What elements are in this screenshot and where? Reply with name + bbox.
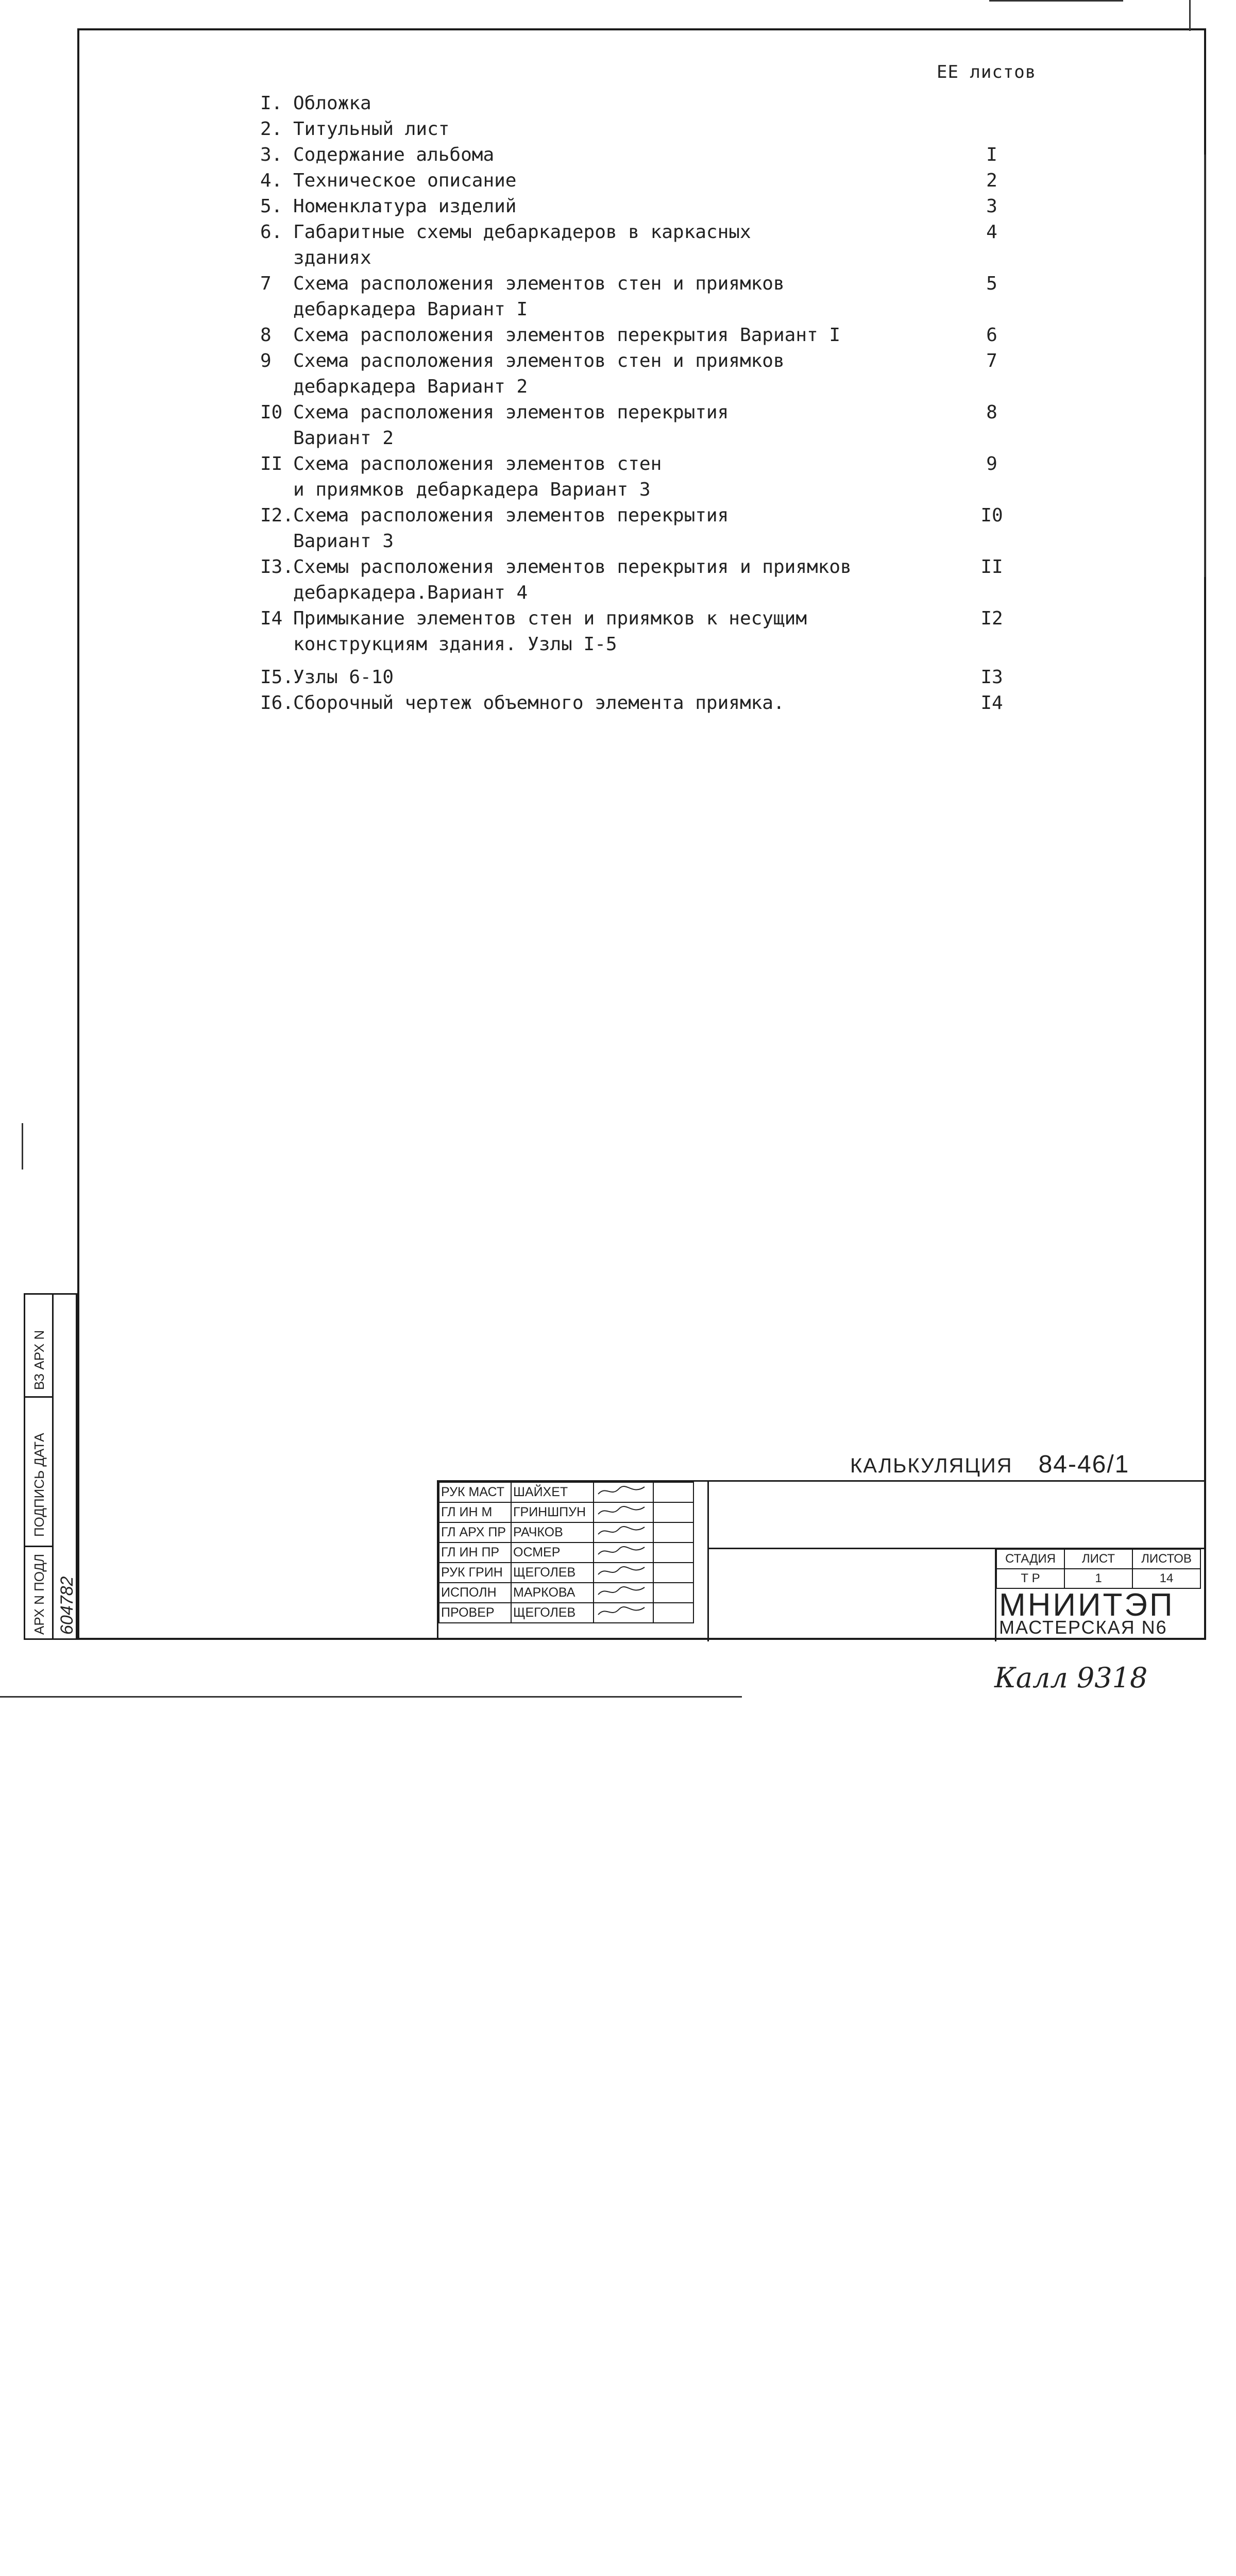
toc-title-line: Обложка (293, 93, 371, 114)
toc-number: I3. (260, 556, 294, 578)
handwritten-footer-note: Калл 9318 (994, 1662, 1148, 1694)
toc-number: 7 (260, 273, 272, 294)
toc-entry (260, 116, 1007, 142)
side-cell (25, 1547, 52, 1640)
toc-title (291, 168, 976, 194)
signer-role: ПРОВЕР (439, 1603, 511, 1623)
stage-header: СТАДИЯ (996, 1549, 1064, 1569)
toc-title-line: Техническое описание (293, 170, 517, 191)
toc-number: II (260, 453, 283, 474)
toc-number: 3. (260, 144, 283, 165)
toc-number: I2. (260, 505, 294, 526)
toc-title-line: Титульный лист (293, 118, 450, 140)
scan-mark (989, 0, 1123, 2)
toc-number: 5. (260, 196, 283, 217)
toc-title-line: дебаркадера Вариант 2 (293, 376, 528, 397)
signer-row (439, 1543, 693, 1563)
signer-date (653, 1543, 693, 1563)
toc-title-line: дебаркадера.Вариант 4 (293, 582, 528, 603)
toc-entry (260, 168, 1007, 194)
signer-date (653, 1522, 693, 1543)
side-stamp (24, 1293, 77, 1640)
toc-title-line: Номенклатура изделий (293, 196, 517, 217)
toc-page: 4 (986, 222, 997, 243)
scan-mark (0, 1696, 742, 1698)
toc-title (291, 606, 976, 657)
toc-entry (260, 400, 1007, 451)
toc-title-line: Примыкание элементов стен и приямков к несущим (293, 608, 807, 629)
toc-number: I. (260, 93, 283, 114)
toc-page: II (980, 556, 1003, 578)
toc-number: 6. (260, 222, 283, 243)
toc-title (291, 665, 976, 690)
toc-entry (260, 503, 1007, 554)
toc-number: 9 (260, 350, 272, 371)
stage-table (996, 1549, 1201, 1589)
sheets-value: 14 (1132, 1569, 1200, 1588)
sheet-value: 1 (1064, 1569, 1132, 1588)
toc-title-line: Габаритные схемы дебаркадеров в каркасных (293, 222, 751, 243)
signer-name: ГРИНШПУН (511, 1502, 594, 1522)
signer-date (653, 1482, 693, 1502)
toc-title-line: Вариант 2 (293, 428, 394, 449)
sheets-header: ЛИСТОВ (1132, 1549, 1200, 1569)
signer-date (653, 1563, 693, 1583)
signer-signature (594, 1543, 653, 1563)
toc-entry (260, 554, 1007, 606)
toc-number: 2. (260, 118, 283, 140)
scan-mark (1204, 155, 1206, 577)
side-label-arh-podl: АРХ N ПОДЛ (31, 1553, 47, 1635)
signature-scribble (596, 1583, 647, 1599)
toc-number: I5. (260, 667, 294, 688)
toc-entry (260, 348, 1007, 400)
side-label-vz-arh: ВЗ АРХ N (31, 1330, 47, 1390)
toc-title-line: Схема расположения элементов стен (293, 453, 662, 474)
toc-page: I2 (980, 608, 1003, 629)
toc-title (291, 348, 976, 400)
side-label-signature-date: ПОДПИСЬ ДАТА (31, 1433, 47, 1537)
toc-title (291, 271, 976, 323)
signature-table (438, 1482, 694, 1623)
toc-title (291, 142, 976, 168)
signer-row (439, 1583, 693, 1603)
title-block (437, 1480, 1206, 1640)
signature-scribble (596, 1523, 647, 1538)
toc-entry (260, 323, 1007, 348)
toc-entry (260, 451, 1007, 503)
signature-scribble (596, 1563, 647, 1579)
toc-title-line: Схема расположения элементов стен и приямков (293, 273, 785, 294)
signer-signature (594, 1522, 653, 1543)
calculation-label: КАЛЬКУЛЯЦИЯ (850, 1454, 1013, 1477)
signer-name: ЩЕГОЛЕВ (511, 1563, 594, 1583)
signature-scribble (596, 1483, 647, 1498)
toc-title (291, 116, 976, 142)
signer-role: ИСПОЛН (439, 1583, 511, 1603)
toc-title-line: Схема расположения элементов перекрытия Вариант I (293, 325, 841, 346)
signer-row (439, 1502, 693, 1522)
toc-title-line: зданиях (293, 247, 371, 268)
signer-role: ГЛ АРХ ПР (439, 1522, 511, 1543)
signer-name: ОСМЕР (511, 1543, 594, 1563)
toc-page: I3 (980, 667, 1003, 688)
toc-page: I4 (980, 692, 1003, 714)
side-cell (25, 1295, 52, 1398)
toc-entry (260, 690, 1007, 716)
toc-title-line: Схема расположения элементов перекрытия (293, 505, 729, 526)
toc-page: I0 (980, 505, 1003, 526)
toc-title (291, 451, 976, 503)
calculation-line (850, 1450, 1129, 1479)
sheets-header: ЕЕ листов (937, 62, 1037, 82)
signer-date (653, 1502, 693, 1522)
sheet-header: ЛИСТ (1064, 1549, 1132, 1569)
toc-number: 4. (260, 170, 283, 191)
department-name: МАСТЕРСКАЯ N6 (999, 1617, 1167, 1638)
toc-page: 9 (986, 453, 997, 474)
toc-page: 3 (986, 196, 997, 217)
toc-entry (260, 665, 1007, 690)
toc-title-line: Содержание альбома (293, 144, 495, 165)
side-stamp-divider (52, 1295, 54, 1638)
toc-entry (260, 606, 1007, 657)
side-cell (25, 1398, 52, 1547)
signer-date (653, 1583, 693, 1603)
toc-title (291, 219, 976, 271)
signer-row (439, 1603, 693, 1623)
toc-title (291, 503, 976, 554)
stage-value: Т Р (996, 1569, 1064, 1588)
toc-title (291, 690, 976, 716)
toc-title (291, 91, 976, 116)
toc-entry (260, 91, 1007, 116)
toc-entry (260, 194, 1007, 219)
toc-page: 8 (986, 402, 997, 423)
signature-scribble (596, 1603, 647, 1619)
signature-scribble (596, 1543, 647, 1558)
toc-entry (260, 142, 1007, 168)
signer-role: ГЛ ИН ПР (439, 1543, 511, 1563)
toc-entry (260, 219, 1007, 271)
signer-role: РУК МАСТ (439, 1482, 511, 1502)
signature-scribble (596, 1503, 647, 1518)
toc-number: I6. (260, 692, 294, 714)
toc-page: 6 (986, 325, 997, 346)
signer-name: ШАЙХЕТ (511, 1482, 594, 1502)
toc-number: I0 (260, 402, 283, 423)
toc-page: 5 (986, 273, 997, 294)
toc-title-line: конструкциям здания. Узлы I-5 (293, 634, 617, 655)
scan-mark (1189, 0, 1191, 31)
signer-name: РАЧКОВ (511, 1522, 594, 1543)
toc-page: 7 (986, 350, 997, 371)
toc-title-line: Узлы 6-10 (293, 667, 394, 688)
signer-name: МАРКОВА (511, 1583, 594, 1603)
toc-title (291, 323, 976, 348)
signer-signature (594, 1603, 653, 1623)
title-block-divider (707, 1482, 709, 1641)
signer-name: ЩЕГОЛЕВ (511, 1603, 594, 1623)
toc-title-line: Схемы расположения элементов перекрытия и приямков (293, 556, 852, 578)
signer-signature (594, 1583, 653, 1603)
table-of-contents (260, 91, 1007, 716)
signer-signature (594, 1502, 653, 1522)
toc-number: 8 (260, 325, 272, 346)
signer-signature (594, 1563, 653, 1583)
organization-name: МНИИТЭП (999, 1587, 1175, 1623)
signer-role: РУК ГРИН (439, 1563, 511, 1583)
handwritten-archive-number: 604782 (57, 1576, 77, 1635)
toc-title-line: Схема расположения элементов стен и приямков (293, 350, 785, 371)
toc-page: 2 (986, 170, 997, 191)
calculation-value: 84-46/1 (1038, 1451, 1130, 1478)
toc-title (291, 400, 976, 451)
toc-title-line: Сборочный чертеж объемного элемента приямка. (293, 692, 785, 714)
toc-title-line: Вариант 3 (293, 531, 394, 552)
toc-page: I (986, 144, 997, 165)
signer-role: ГЛ ИН М (439, 1502, 511, 1522)
toc-title-line: Схема расположения элементов перекрытия (293, 402, 729, 423)
toc-title (291, 554, 976, 606)
toc-entry (260, 271, 1007, 323)
signer-row (439, 1563, 693, 1583)
signer-signature (594, 1482, 653, 1502)
toc-title-line: и приямков дебаркадера Вариант 3 (293, 479, 651, 500)
toc-title-line: дебаркадера Вариант I (293, 299, 528, 320)
signer-row (439, 1482, 693, 1502)
signer-row (439, 1522, 693, 1543)
scan-mark (22, 1123, 23, 1170)
toc-number: I4 (260, 608, 283, 629)
toc-title (291, 194, 976, 219)
signer-date (653, 1603, 693, 1623)
